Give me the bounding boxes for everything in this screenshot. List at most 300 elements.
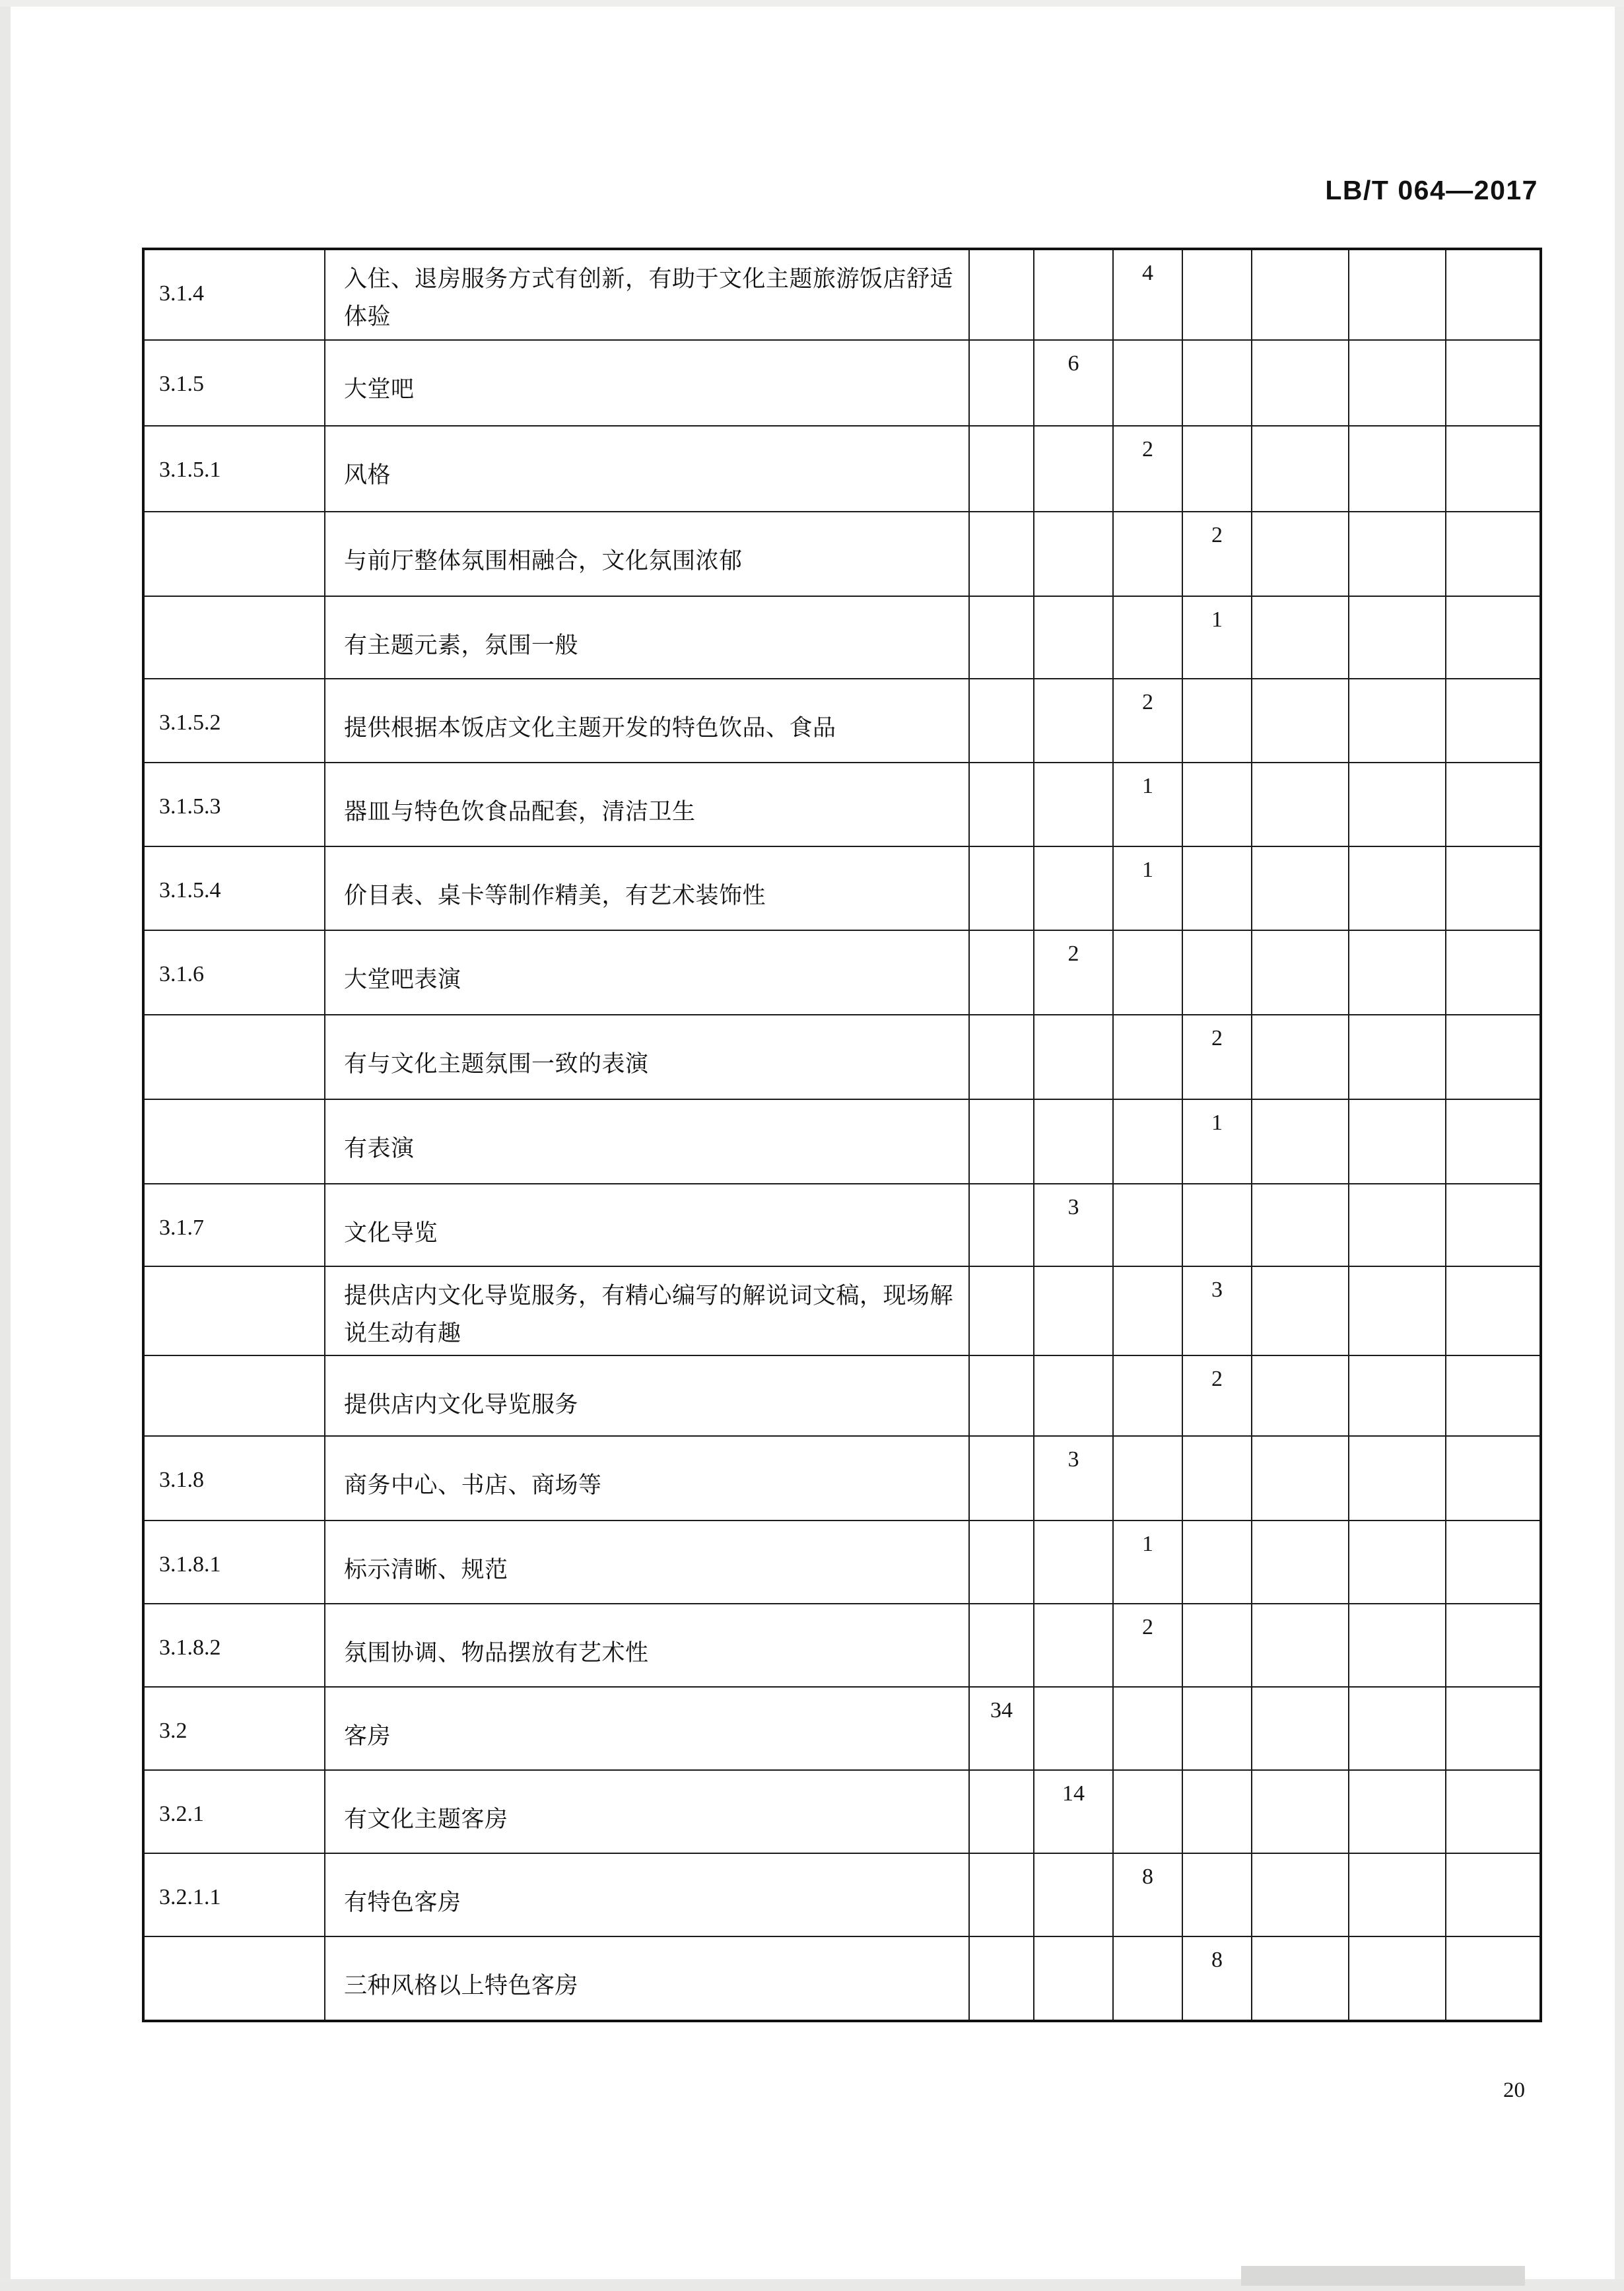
score-cell-7 — [1446, 340, 1541, 426]
clause-number-text: 3.1.6 — [159, 962, 204, 986]
score-cell-5 — [1252, 1687, 1349, 1770]
score-value — [970, 597, 1033, 607]
score-cell-6 — [1349, 1604, 1446, 1687]
score-cell-3 — [1113, 512, 1182, 596]
score-cell-4 — [1182, 1770, 1252, 1853]
clause-number-text: 3.1.7 — [159, 1215, 204, 1240]
clause-number-text — [145, 597, 324, 627]
score-value — [1183, 1521, 1251, 1532]
score-cell-7 — [1446, 512, 1541, 596]
score-value — [1034, 427, 1112, 437]
score-value — [1034, 250, 1112, 261]
score-cell-4 — [1182, 1687, 1252, 1770]
score-value — [1446, 1937, 1539, 1948]
score-value — [1034, 847, 1112, 858]
clause-number-text: 3.1.5.1 — [159, 458, 221, 482]
score-value — [1252, 597, 1348, 607]
score-cell-5 — [1252, 340, 1349, 426]
score-cell-6 — [1349, 596, 1446, 679]
score-cell-5 — [1252, 1015, 1349, 1099]
score-cell-5 — [1252, 1604, 1349, 1687]
row-clause-number — [143, 763, 325, 846]
score-value — [1349, 1184, 1445, 1195]
clause-number-text: 3.1.5.2 — [159, 710, 221, 735]
score-cell-1 — [969, 930, 1034, 1015]
score-value — [1446, 1267, 1539, 1278]
score-value — [970, 427, 1033, 437]
row-description — [325, 596, 969, 679]
row-description — [325, 1604, 969, 1687]
score-value — [1034, 1854, 1112, 1864]
score-cell-4 — [1182, 1853, 1252, 1936]
clause-number-text — [145, 1356, 324, 1386]
table-row — [143, 512, 1541, 596]
score-cell-2 — [1034, 763, 1113, 846]
score-cell-3 — [1113, 930, 1182, 1015]
score-value — [1114, 1184, 1182, 1195]
score-value — [1349, 250, 1445, 261]
score-cell-5 — [1252, 1770, 1349, 1853]
row-clause-number — [143, 1936, 325, 2021]
score-value — [1446, 1437, 1539, 1447]
clause-number-text — [145, 512, 324, 543]
clause-number-text — [145, 1937, 324, 1967]
score-value — [970, 341, 1033, 351]
score-value — [1034, 1688, 1112, 1698]
score-cell-6 — [1349, 1853, 1446, 1936]
score-cell-1 — [969, 1184, 1034, 1266]
score-cell-2 — [1034, 340, 1113, 426]
clause-number-text: 3.1.8.2 — [159, 1635, 221, 1660]
score-value: 3 — [1211, 1278, 1223, 1302]
score-value — [1446, 931, 1539, 941]
description-text: 入住、退房服务方式有创新，有助于文化主题旅游饭店舒适体验 — [344, 266, 954, 330]
score-cell-2 — [1034, 596, 1113, 679]
score-cell-1 — [969, 1604, 1034, 1687]
table-row — [143, 846, 1541, 930]
score-cell-7 — [1446, 1266, 1541, 1355]
score-value — [1252, 1267, 1348, 1278]
description-text: 有文化主题客房 — [344, 1806, 508, 1833]
table-row — [143, 1687, 1541, 1770]
score-cell-6 — [1349, 763, 1446, 846]
score-cell-7 — [1446, 596, 1541, 679]
score-value — [970, 1356, 1033, 1367]
score-value — [1114, 1267, 1182, 1278]
score-value — [1114, 1100, 1182, 1111]
score-cell-7 — [1446, 1853, 1541, 1936]
score-value: 14 — [1062, 1781, 1085, 1806]
row-clause-number — [143, 1436, 325, 1521]
score-cell-4 — [1182, 596, 1252, 679]
standard-header: LB/T 064—2017 — [1325, 175, 1538, 205]
score-cell-7 — [1446, 1936, 1541, 2021]
table-row — [143, 1099, 1541, 1184]
score-cell-3 — [1113, 1936, 1182, 2021]
score-cell-5 — [1252, 763, 1349, 846]
score-cell-3 — [1113, 249, 1182, 340]
score-value: 2 — [1142, 1615, 1153, 1639]
score-value — [970, 847, 1033, 858]
score-cell-4 — [1182, 512, 1252, 596]
clause-number-text — [145, 1100, 324, 1130]
score-value — [1183, 679, 1251, 690]
score-value — [1114, 1688, 1182, 1698]
score-cell-3 — [1113, 1099, 1182, 1184]
score-value — [1114, 1356, 1182, 1367]
score-cell-5 — [1252, 1184, 1349, 1266]
score-cell-7 — [1446, 1687, 1541, 1770]
table-row — [143, 1853, 1541, 1936]
score-value — [1349, 679, 1445, 690]
description-text: 氛围协调、物品摆放有艺术性 — [344, 1640, 649, 1666]
score-cell-2 — [1034, 1436, 1113, 1521]
score-value — [1349, 763, 1445, 774]
score-cell-7 — [1446, 249, 1541, 340]
score-value: 1 — [1142, 858, 1153, 882]
score-cell-3 — [1113, 679, 1182, 763]
score-cell-4 — [1182, 1436, 1252, 1521]
score-value — [1252, 427, 1348, 437]
score-cell-5 — [1252, 846, 1349, 930]
score-cell-1 — [969, 1853, 1034, 1936]
score-value — [1034, 1100, 1112, 1111]
description-text: 文化导览 — [344, 1220, 438, 1247]
score-value — [1349, 1854, 1445, 1864]
row-clause-number — [143, 1184, 325, 1266]
score-value: 2 — [1211, 523, 1223, 547]
score-value — [1252, 1604, 1348, 1615]
row-description — [325, 930, 969, 1015]
row-description — [325, 340, 969, 426]
score-value — [1349, 1015, 1445, 1026]
scan-edge-left — [0, 0, 11, 2291]
score-cell-5 — [1252, 426, 1349, 512]
clause-number-text — [145, 1015, 324, 1046]
score-value: 8 — [1142, 1864, 1153, 1889]
score-cell-3 — [1113, 340, 1182, 426]
score-cell-5 — [1252, 1099, 1349, 1184]
table-row — [143, 1936, 1541, 2021]
score-value: 2 — [1142, 690, 1153, 714]
row-clause-number — [143, 930, 325, 1015]
score-cell-1 — [969, 1015, 1034, 1099]
score-value — [1252, 1100, 1348, 1111]
score-value — [970, 250, 1033, 261]
row-clause-number — [143, 679, 325, 763]
description-text: 有主题元素，氛围一般 — [344, 633, 579, 659]
score-cell-4 — [1182, 1355, 1252, 1436]
score-value — [1183, 847, 1251, 858]
score-value — [1252, 1771, 1348, 1781]
score-value — [1114, 1771, 1182, 1781]
score-cell-6 — [1349, 1099, 1446, 1184]
row-clause-number — [143, 1770, 325, 1853]
score-value — [1183, 341, 1251, 351]
score-value — [1034, 1937, 1112, 1948]
score-cell-7 — [1446, 426, 1541, 512]
score-cell-6 — [1349, 249, 1446, 340]
score-cell-1 — [969, 426, 1034, 512]
row-clause-number — [143, 512, 325, 596]
table-row — [143, 596, 1541, 679]
description-text: 与前厅整体氛围相融合，文化氛围浓郁 — [344, 548, 743, 574]
score-value — [1446, 1521, 1539, 1532]
score-value — [970, 1437, 1033, 1447]
score-value — [970, 1604, 1033, 1615]
score-value — [1034, 763, 1112, 774]
score-cell-3 — [1113, 596, 1182, 679]
clause-number-text: 3.2.1.1 — [159, 1885, 221, 1909]
score-value — [1252, 1937, 1348, 1948]
score-value: 1 — [1211, 607, 1223, 632]
score-value — [1034, 1604, 1112, 1615]
row-description — [325, 426, 969, 512]
score-cell-2 — [1034, 512, 1113, 596]
score-value — [1252, 1521, 1348, 1532]
score-value — [970, 1854, 1033, 1864]
score-value — [970, 1937, 1033, 1948]
score-value — [1446, 1356, 1539, 1367]
score-cell-3 — [1113, 1770, 1182, 1853]
score-cell-6 — [1349, 1687, 1446, 1770]
score-value — [1034, 1521, 1112, 1532]
score-cell-7 — [1446, 1521, 1541, 1604]
score-cell-6 — [1349, 846, 1446, 930]
score-cell-7 — [1446, 1355, 1541, 1436]
score-cell-5 — [1252, 1436, 1349, 1521]
score-cell-1 — [969, 1099, 1034, 1184]
score-value — [1349, 931, 1445, 941]
clause-number-text: 3.1.8.1 — [159, 1552, 221, 1577]
clause-number-text: 3.1.4 — [159, 281, 204, 306]
evaluation-table-wrapper — [142, 248, 1539, 2022]
score-value — [1349, 1688, 1445, 1698]
table-row — [143, 1184, 1541, 1266]
score-cell-6 — [1349, 1266, 1446, 1355]
description-text: 提供店内文化导览服务，有精心编写的解说词文稿，现场解说生动有趣 — [344, 1283, 954, 1347]
score-cell-6 — [1349, 426, 1446, 512]
row-description — [325, 1936, 969, 2021]
scan-artifact — [1241, 2266, 1525, 2286]
score-cell-6 — [1349, 1184, 1446, 1266]
score-cell-4 — [1182, 1015, 1252, 1099]
score-value: 6 — [1067, 351, 1079, 376]
description-text: 客房 — [344, 1723, 391, 1750]
score-cell-4 — [1182, 930, 1252, 1015]
score-value — [1034, 597, 1112, 607]
score-value — [1446, 512, 1539, 523]
row-clause-number — [143, 1015, 325, 1099]
score-value — [970, 1771, 1033, 1781]
score-value — [1114, 597, 1182, 607]
table-row — [143, 249, 1541, 340]
score-value — [1446, 1854, 1539, 1864]
score-cell-3 — [1113, 763, 1182, 846]
row-description — [325, 846, 969, 930]
score-value — [1114, 1015, 1182, 1026]
score-value — [1183, 1437, 1251, 1447]
score-cell-1 — [969, 340, 1034, 426]
score-value — [1349, 1100, 1445, 1111]
score-cell-3 — [1113, 1436, 1182, 1521]
score-value — [1252, 341, 1348, 351]
score-cell-4 — [1182, 426, 1252, 512]
score-value — [1349, 341, 1445, 351]
score-value — [1183, 931, 1251, 941]
score-cell-3 — [1113, 1604, 1182, 1687]
score-cell-7 — [1446, 846, 1541, 930]
row-description — [325, 1521, 969, 1604]
score-cell-1 — [969, 846, 1034, 930]
score-cell-2 — [1034, 1355, 1113, 1436]
score-cell-2 — [1034, 1266, 1113, 1355]
clause-number-text: 3.1.5.4 — [159, 878, 221, 903]
score-value — [1446, 679, 1539, 690]
score-value — [970, 1015, 1033, 1026]
score-cell-6 — [1349, 512, 1446, 596]
score-value — [1446, 847, 1539, 858]
row-clause-number — [143, 426, 325, 512]
score-value: 3 — [1067, 1195, 1079, 1219]
clause-number-text: 3.1.5 — [159, 372, 204, 396]
score-value — [970, 1100, 1033, 1111]
scan-edge-right — [1615, 0, 1624, 2291]
score-value — [1034, 1015, 1112, 1026]
score-value: 8 — [1211, 1948, 1223, 1972]
row-description — [325, 249, 969, 340]
score-cell-6 — [1349, 1936, 1446, 2021]
score-cell-1 — [969, 1770, 1034, 1853]
score-value — [1183, 1604, 1251, 1615]
score-cell-5 — [1252, 1936, 1349, 2021]
score-cell-4 — [1182, 679, 1252, 763]
score-cell-4 — [1182, 846, 1252, 930]
score-value — [1252, 1184, 1348, 1195]
score-value — [1446, 1015, 1539, 1026]
score-value — [1446, 1688, 1539, 1698]
score-value — [1252, 847, 1348, 858]
score-value — [1446, 1771, 1539, 1781]
description-text: 有与文化主题氛围一致的表演 — [344, 1051, 649, 1077]
description-text: 大堂吧 — [344, 376, 415, 403]
table-row — [143, 340, 1541, 426]
score-cell-6 — [1349, 1015, 1446, 1099]
score-value: 4 — [1142, 261, 1153, 285]
score-cell-5 — [1252, 1355, 1349, 1436]
row-clause-number — [143, 1355, 325, 1436]
score-cell-7 — [1446, 930, 1541, 1015]
score-value — [1252, 763, 1348, 774]
score-cell-1 — [969, 679, 1034, 763]
score-value — [1252, 931, 1348, 941]
score-value — [1349, 597, 1445, 607]
table-row — [143, 763, 1541, 846]
score-cell-1 — [969, 1521, 1034, 1604]
score-cell-2 — [1034, 249, 1113, 340]
score-cell-2 — [1034, 846, 1113, 930]
description-text: 有特色客房 — [344, 1890, 461, 1916]
table-row — [143, 1355, 1541, 1436]
score-cell-7 — [1446, 763, 1541, 846]
score-cell-6 — [1349, 1521, 1446, 1604]
score-cell-1 — [969, 249, 1034, 340]
clause-number-text: 3.1.8 — [159, 1468, 204, 1492]
row-description — [325, 1687, 969, 1770]
score-value — [1183, 1854, 1251, 1864]
description-text: 大堂吧表演 — [344, 967, 461, 993]
score-value — [1252, 250, 1348, 261]
table-row — [143, 1521, 1541, 1604]
row-description — [325, 1436, 969, 1521]
row-description — [325, 1770, 969, 1853]
score-value — [1034, 679, 1112, 690]
score-value — [1349, 1437, 1445, 1447]
score-cell-1 — [969, 1936, 1034, 2021]
row-clause-number — [143, 340, 325, 426]
score-value — [1446, 427, 1539, 437]
score-cell-4 — [1182, 1266, 1252, 1355]
score-cell-1 — [969, 763, 1034, 846]
score-value — [1446, 250, 1539, 261]
score-value — [970, 1184, 1033, 1195]
description-text: 三种风格以上特色客房 — [344, 1973, 579, 1999]
table-row — [143, 1604, 1541, 1687]
score-cell-5 — [1252, 1853, 1349, 1936]
score-value — [1252, 1854, 1348, 1864]
row-clause-number — [143, 1266, 325, 1355]
description-text: 有表演 — [344, 1136, 415, 1162]
row-clause-number — [143, 1604, 325, 1687]
score-cell-6 — [1349, 679, 1446, 763]
score-cell-5 — [1252, 249, 1349, 340]
score-cell-2 — [1034, 1521, 1113, 1604]
table-row — [143, 1436, 1541, 1521]
score-value: 2 — [1211, 1367, 1223, 1391]
clause-number-text — [145, 1267, 324, 1297]
row-description — [325, 1184, 969, 1266]
score-cell-4 — [1182, 1099, 1252, 1184]
score-value — [1349, 1521, 1445, 1532]
score-cell-1 — [969, 1355, 1034, 1436]
row-description — [325, 1853, 969, 1936]
row-clause-number — [143, 249, 325, 340]
score-value: 2 — [1142, 437, 1153, 462]
description-text: 风格 — [344, 462, 391, 489]
score-cell-6 — [1349, 1770, 1446, 1853]
score-value — [1183, 763, 1251, 774]
score-cell-5 — [1252, 512, 1349, 596]
description-text: 标示清晰、规范 — [344, 1557, 508, 1583]
score-cell-2 — [1034, 1604, 1113, 1687]
table-row — [143, 1770, 1541, 1853]
table-row — [143, 1015, 1541, 1099]
score-cell-1 — [969, 1687, 1034, 1770]
score-cell-2 — [1034, 1184, 1113, 1266]
score-cell-7 — [1446, 1015, 1541, 1099]
score-value — [1252, 512, 1348, 523]
score-cell-1 — [969, 512, 1034, 596]
score-value — [1114, 512, 1182, 523]
score-value — [1183, 427, 1251, 437]
row-description — [325, 1355, 969, 1436]
row-description — [325, 763, 969, 846]
score-cell-2 — [1034, 1687, 1113, 1770]
score-value — [1034, 1356, 1112, 1367]
score-value — [1349, 847, 1445, 858]
score-value — [1446, 341, 1539, 351]
score-value: 2 — [1211, 1026, 1223, 1050]
